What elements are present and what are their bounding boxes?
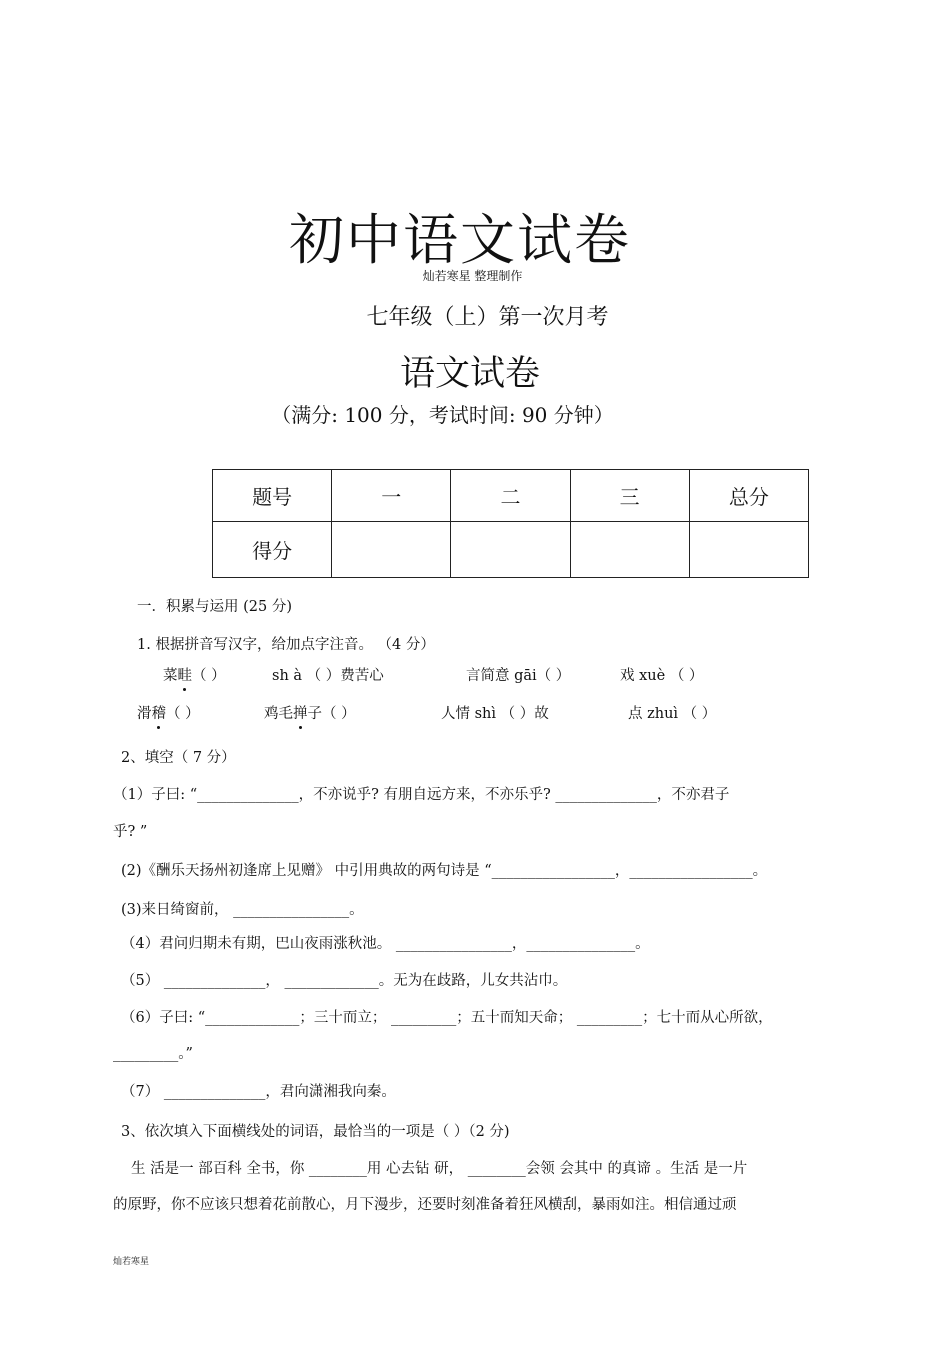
score-header-cell: 题号 xyxy=(213,470,332,522)
section-heading: 一．积累与运用 (25 分) xyxy=(137,599,292,615)
exam-title: 初中语文试卷 xyxy=(288,208,631,272)
pinyin-item: 菜畦（ ） xyxy=(163,668,226,684)
fill-blank-line: （5） ______________， _____________。无为在歧路，儿女共沾巾。 xyxy=(121,973,568,989)
score-header-cell: 三 xyxy=(570,470,689,522)
score-table-score-row xyxy=(213,522,809,578)
score-table xyxy=(212,469,809,578)
pinyin-item: 滑稽（ ） xyxy=(137,706,200,722)
score-header-cell: 总分 xyxy=(689,470,808,522)
fill-blank-line: _________。” xyxy=(113,1046,193,1062)
pinyin-item: 言简意 gāi（ ） xyxy=(466,668,571,684)
pinyin-item: 戏 xuè （ ） xyxy=(620,668,704,684)
fill-blank-line: （1）子曰: “______________，不亦说乎? 有朋自远方来，不亦乐乎? ______________，不亦君子 xyxy=(113,787,730,803)
dotted-char: 掸 xyxy=(293,706,308,722)
producer-credit: 灿若寒星 整理制作 xyxy=(422,269,523,283)
score-header-cell: 一 xyxy=(332,470,451,522)
fill-blank-line: （6）子曰: “_____________；三十而立； _________；五十而知天命； _________；七十而从心所欲， xyxy=(121,1010,773,1026)
question-prompt: 2、填空（ 7 分） xyxy=(121,750,236,766)
score-table-header-row xyxy=(213,470,809,522)
exam-name: 七年级（上）第一次月考 xyxy=(366,305,609,330)
pinyin-item: 鸡毛掸子（ ） xyxy=(264,706,356,722)
passage-line: 的原野，你不应该只想着花前散心，月下漫步，还要时刻准备着狂风横刮，暴雨如注。相信通过顽 xyxy=(113,1197,737,1213)
pinyin-item: 点 zhuì （ ） xyxy=(628,706,717,722)
score-cell xyxy=(689,522,808,578)
fill-blank-line: (2)《酬乐天扬州初逢席上见赠》 中引用典故的两句诗是 “_________________，_________________。 xyxy=(121,863,768,879)
paper-info: （满分: 100 分，考试时间: 90 分钟） xyxy=(271,403,614,427)
question-prompt: 1. 根据拼音写汉字，给加点字注音。 （4 分） xyxy=(137,637,435,653)
paper-title: 语文试卷 xyxy=(399,354,540,394)
score-cell xyxy=(451,522,570,578)
question-prompt: 3、依次填入下面横线处的词语，最恰当的一项是（ ）（2 分) xyxy=(121,1124,510,1140)
dotted-char: 稽 xyxy=(151,706,166,722)
score-header-cell: 二 xyxy=(451,470,570,522)
fill-blank-line: （7） ______________，君向潇湘我向秦。 xyxy=(121,1084,396,1100)
score-row-label: 得分 xyxy=(213,522,332,578)
score-cell xyxy=(570,522,689,578)
score-cell xyxy=(332,522,451,578)
fill-blank-line: (3)来日绮窗前， ________________。 xyxy=(121,902,364,918)
dotted-char: 畦 xyxy=(177,668,192,684)
fill-blank-line: （4）君问归期未有期，巴山夜雨涨秋池。 ________________，_______________。 xyxy=(121,936,650,952)
footer-credit: 灿若寒星 xyxy=(113,1257,150,1267)
fill-blank-line: 乎? ” xyxy=(113,824,148,840)
pinyin-item: sh à （ ）费苦心 xyxy=(272,668,384,684)
pinyin-item: 人情 shì （ ）故 xyxy=(441,706,549,722)
passage-line: 生 活是一 部百科 全书，你 ________用 心去钻 研， ________会领 会其中 的真谛 。生活 是一片 xyxy=(131,1161,748,1177)
